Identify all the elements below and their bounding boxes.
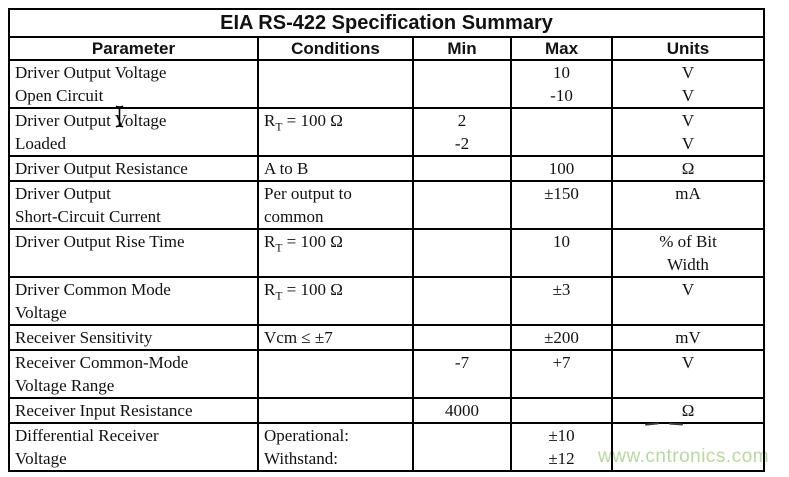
cell-line: % of Bit [659,232,717,251]
cell-line: Short-Circuit Current [15,207,161,226]
cell-line: V [681,86,695,105]
units-cell [612,350,764,398]
cell-line: V [681,280,695,299]
units-cell [612,398,764,423]
conditions-cell [258,350,413,398]
cell-line: 2 [457,111,467,130]
column-header-max: Max [511,37,612,60]
watermark-text: www.cntronics.com [598,446,770,467]
min-cell [413,108,511,156]
spec-table [8,8,765,472]
table-row [9,398,764,423]
table-title: EIA RS-422 Specification Summary [9,9,764,37]
cell-line: $R_T = 100$ Ω [264,232,343,255]
conditions-cell [258,423,413,471]
cell-line: mA [675,184,701,203]
cell-line: +7 [552,353,571,372]
max-cell [511,398,612,423]
min-cell [413,325,511,350]
cell-line: Open Circuit [15,86,104,105]
conditions-cell [258,229,413,277]
parameter-cell [9,156,258,181]
min-cell [413,156,511,181]
cell-line: Receiver Common-Mode [15,353,189,372]
units-cell [612,108,764,156]
cell-line: 10 [553,63,570,82]
cell-line: Driver Output Rise Time [15,232,185,251]
cell-line: ±10 [548,426,575,445]
min-cell [413,398,511,423]
cell-line: Driver Common Mode [15,280,171,299]
parameter-cell [9,277,258,325]
cell-line: 100 [548,159,575,178]
max-cell [511,325,612,350]
table-row [9,229,764,277]
units-cell [612,325,764,350]
cell-line: Voltage [15,303,67,322]
cell-line: -2 [454,134,470,153]
conditions-cell [258,277,413,325]
cell-line: Per output to [264,184,352,203]
cell-line: 4000 [445,401,479,420]
cell-line: V [681,353,695,372]
parameter-cell [9,350,258,398]
cell-line: $R_T = 100$ Ω [264,280,343,303]
parameter-cell [9,60,258,108]
max-cell [511,229,612,277]
table-row [9,60,764,108]
cell-line: Differential Receiver [15,426,159,445]
max-cell [511,60,612,108]
parameter-cell [9,398,258,423]
units-cell [612,181,764,229]
cell-line: Driver Output Voltage [15,111,167,130]
column-header-parameter: Parameter [9,37,258,60]
cell-line: V [681,111,695,130]
cell-line: Receiver Sensitivity [15,328,153,347]
conditions-cell [258,398,413,423]
table-row [9,181,764,229]
cell-line: ±3 [552,280,571,299]
min-cell [413,181,511,229]
conditions-cell [258,181,413,229]
cell-line: Withstand: [264,449,338,468]
title-row [9,9,764,37]
cell-line: Ω [681,401,695,420]
max-cell [511,350,612,398]
cell-line: ±150 [544,184,579,203]
table-row [9,325,764,350]
cell-line: mV [675,328,701,347]
parameter-cell [9,229,258,277]
header-row [9,37,764,60]
min-cell [413,277,511,325]
cell-line: Driver Output Resistance [15,159,188,178]
cell-line: Voltage [15,449,67,468]
max-cell [511,277,612,325]
table-body [9,60,764,471]
max-cell [511,181,612,229]
parameter-cell [9,423,258,471]
column-header-units: Units [612,37,764,60]
cell-line: ±12 [548,449,575,468]
column-header-conditions: Conditions [258,37,413,60]
conditions-cell [258,156,413,181]
cell-line: V [681,134,695,153]
table-row [9,277,764,325]
min-cell [413,350,511,398]
cell-line: A to B [264,159,309,178]
cell-line: Operational: [264,426,349,445]
conditions-cell [258,325,413,350]
cell-line: ±200 [544,328,579,347]
max-cell [511,423,612,471]
max-cell [511,156,612,181]
min-cell [413,229,511,277]
conditions-cell [258,108,413,156]
cell-line: Loaded [15,134,66,153]
cell-line: common [264,207,324,226]
max-cell [511,108,612,156]
parameter-cell [9,181,258,229]
column-header-min: Min [413,37,511,60]
cell-line: $R_T = 100$ Ω [264,111,343,134]
cell-line: 10 [553,232,570,251]
cell-line: Width [667,255,709,274]
cell-line: -10 [550,86,573,105]
units-cell [612,277,764,325]
cell-line: Voltage Range [15,376,115,395]
table-row [9,350,764,398]
min-cell [413,60,511,108]
cell-line: Vcm ≤ ±7 [264,328,333,347]
cell-line: -7 [454,353,470,372]
cell-line: Driver Output [15,184,111,203]
table-row [9,108,764,156]
units-cell [612,229,764,277]
cell-line: V [681,63,695,82]
cell-line: Receiver Input Resistance [15,401,193,420]
min-cell [413,423,511,471]
parameter-cell [9,325,258,350]
cell-line: Ω [681,159,695,178]
parameter-cell [9,108,258,156]
units-cell [612,156,764,181]
conditions-cell [258,60,413,108]
table-row [9,156,764,181]
cell-line: Driver Output Voltage [15,63,167,82]
units-cell [612,60,764,108]
